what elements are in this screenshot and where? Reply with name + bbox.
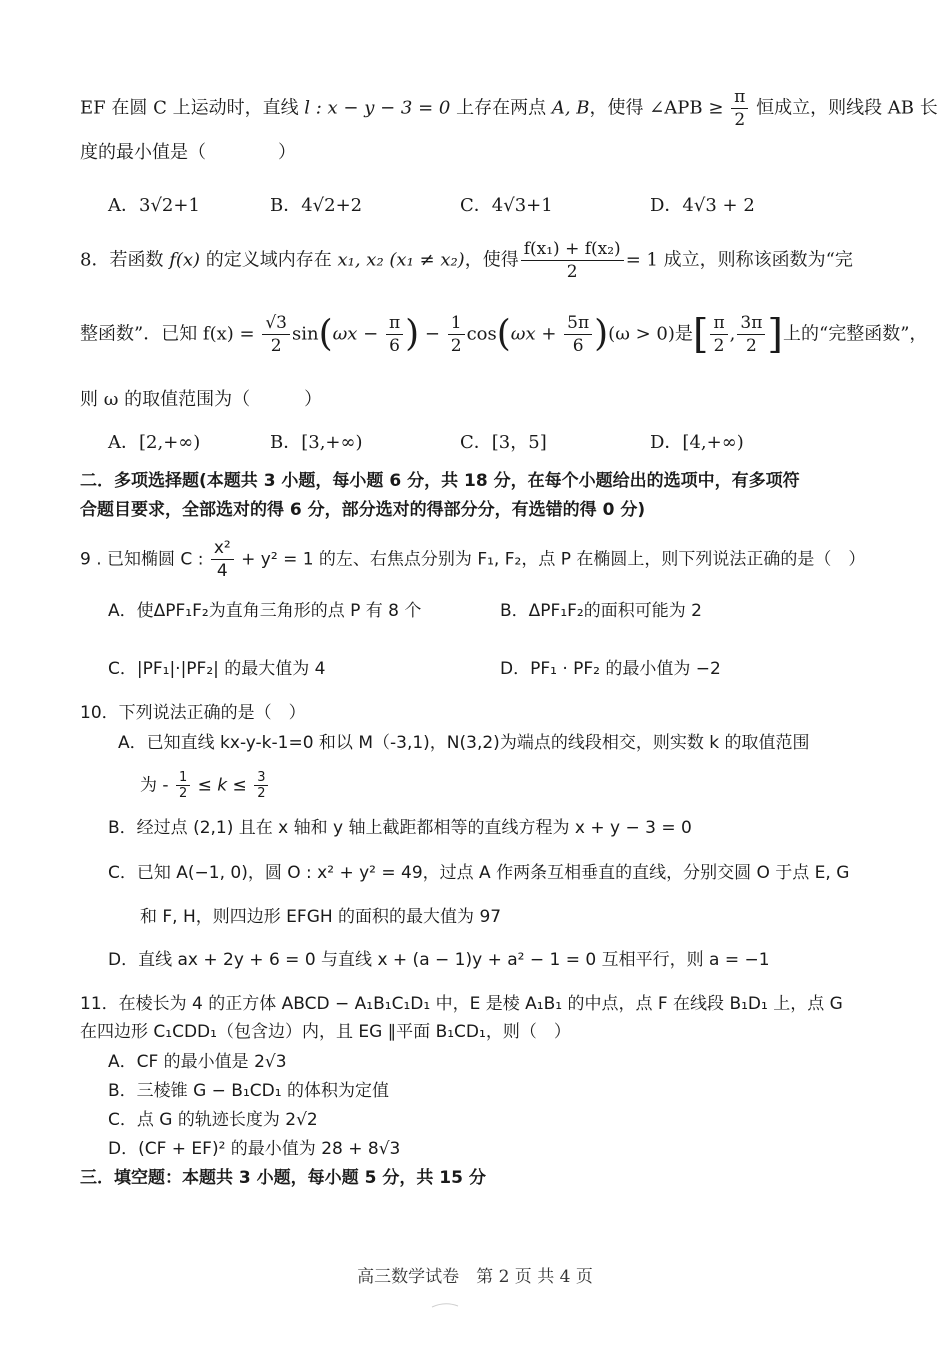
q8-fx: f(x) bbox=[169, 249, 201, 271]
q8-minus: − bbox=[419, 323, 446, 345]
q8-option-d: D．[4,+∞) bbox=[650, 432, 744, 453]
q8-text-d: = 1 成立，则称该函数为“完 bbox=[625, 249, 853, 271]
q8-f6-num: 3π bbox=[737, 312, 765, 335]
q8-f2-num: π bbox=[386, 312, 403, 335]
q10-a2-pre: 为 - bbox=[140, 775, 174, 796]
q8-sin: sin bbox=[291, 323, 319, 345]
q7-text-a: EF 在圆 C 上运动时，直线 bbox=[80, 97, 305, 119]
q8-text-b: 的定义域内存在 bbox=[200, 249, 338, 271]
q8-omega: (ω > 0)是 bbox=[608, 323, 693, 345]
q8-text-a: 8．若函数 bbox=[80, 249, 170, 271]
section2-heading-line2: 合题目要求，全部选对的得 6 分，部分选对的得部分分，有选错的得 0 分) bbox=[80, 500, 646, 520]
q9-text-b: + y² = 1 的左、右焦点分别为 F₁, F₂，点 P 在椭圆上，则下列说法正确的是（ ） bbox=[235, 549, 866, 570]
q11-option-d: D．(CF + EF)² 的最小值为 28 + 8√3 bbox=[108, 1139, 401, 1159]
q8-f3-num: 1 bbox=[448, 312, 465, 335]
q10-option-a-line2 bbox=[140, 770, 270, 801]
q8-f2-den: 6 bbox=[389, 336, 400, 356]
q8-option-c: C．[3，5] bbox=[460, 432, 547, 453]
q8-option-b: B．[3,+∞) bbox=[270, 432, 363, 453]
q10-title: 10．下列说法正确的是（ ） bbox=[80, 703, 306, 723]
q9-fraction bbox=[211, 537, 234, 582]
q9-stem bbox=[80, 537, 870, 582]
q8-f3-den: 2 bbox=[450, 336, 462, 356]
q8-frac-sqrt3 bbox=[262, 312, 290, 357]
q7-text-b: 上存在两点 bbox=[450, 97, 552, 119]
q10-option-b: B．经过点 (2,1) 且在 x 轴和 y 轴上截距都相等的直线方程为 x + y − 3 = 0 bbox=[108, 818, 692, 838]
q8-f5-num: π bbox=[710, 312, 727, 335]
q8-f1-den: 2 bbox=[270, 336, 282, 356]
q11-option-b: B．三棱锥 G − B₁CD₁ 的体积为定值 bbox=[108, 1081, 389, 1101]
section2-heading-line1: 二．多项选择题(本题共 3 小题，每小题 6 分，共 18 分，在每个小题给出的选项中，有多项符 bbox=[80, 471, 800, 491]
q8-line2: 整函数”．已知 f(x) = $\frac{√3}{2}$ sin(ωx − $\frac{\pi}{6}$ ) − $\frac{1}{2}$ cos(ωx + $\frac{5\pi}{6}$ )(ω > 0)是[ $\frac{\pi}{2}$ , $\frac{3\pi}{2}$ ]上的“完整函数”， bbox=[80, 311, 928, 358]
q10-a2-num2: 3 bbox=[254, 770, 268, 786]
q7-option-c: C．4√3+1 bbox=[460, 195, 553, 216]
q8-sin-arg: ωx − bbox=[332, 323, 384, 345]
q9-option-c: C．|PF₁|·|PF₂| 的最大值为 4 bbox=[108, 659, 326, 679]
q9-frac-den: 4 bbox=[216, 561, 228, 581]
q8-frac-pi6 bbox=[386, 312, 403, 357]
q8-frac-half bbox=[448, 312, 465, 357]
q9-option-a: A．使ΔPF₁F₂为直角三角形的点 P 有 8 个 bbox=[108, 601, 422, 621]
q7-points: A, B bbox=[551, 97, 590, 119]
q8-f5-den: 2 bbox=[713, 336, 725, 356]
q8-comma: , bbox=[729, 323, 736, 345]
q10-frac-half bbox=[176, 770, 190, 801]
q10-a2-den2: 2 bbox=[257, 786, 266, 801]
q8-option-a: A．[2,+∞) bbox=[108, 432, 201, 453]
q9-text-a: 9 . 已知椭圆 C : bbox=[80, 549, 209, 570]
q7-option-b: B．4√2+2 bbox=[270, 195, 363, 216]
q10-option-a-line1: A．已知直线 kx-y-k-1=0 和以 M（-3,1)，N(3,2)为端点的线段相交，则实数 k 的取值范围 bbox=[118, 733, 810, 753]
q11-stem-line1: 11．在棱长为 4 的正方体 ABCD − A₁B₁C₁D₁ 中，E 是棱 A₁B₁ 的中点，点 F 在线段 B₁D₁ 上，点 G bbox=[80, 994, 843, 1014]
q8-fraction bbox=[521, 238, 624, 283]
q8-frac-num: f(x₁) + f(x₂) bbox=[521, 238, 624, 261]
q10-a2-num1: 1 bbox=[176, 770, 190, 786]
q7-option-d: D．4√3 + 2 bbox=[650, 195, 755, 216]
q8-fx-def: 整函数”．已知 f(x) = bbox=[80, 323, 261, 345]
q8-cos-arg: ωx + bbox=[510, 323, 563, 345]
q8-frac-5pi6 bbox=[564, 312, 592, 357]
q10-a2-den1: 2 bbox=[178, 786, 188, 801]
q9-frac-num: x² bbox=[211, 537, 234, 560]
q7-text-c: ，使得 ∠APB ≥ bbox=[589, 97, 730, 119]
q11-option-a: A．CF 的最小值是 2√3 bbox=[108, 1052, 287, 1072]
page-footer: 高三数学试卷 第 2 页 共 4 页 bbox=[357, 1267, 593, 1287]
q10-frac-three-half bbox=[254, 770, 268, 801]
q10-a2-mid: ≤ k ≤ bbox=[192, 775, 253, 796]
q8-text-c: ，使得 bbox=[464, 249, 519, 271]
q7-frac-num: π bbox=[731, 86, 748, 109]
q7-line2: 度的最小值是（ ） bbox=[80, 142, 296, 163]
q7-line1 bbox=[80, 86, 938, 131]
q7-text-d: 恒成立，则线段 AB 长 bbox=[750, 97, 938, 119]
q10-option-d: D．直线 ax + 2y + 6 = 0 与直线 x + (a − 1)y + a² − 1 = 0 互相平行，则 a = −1 bbox=[108, 950, 770, 970]
section3-heading: 三．填空题：本题共 3 小题，每小题 5 分，共 15 分 bbox=[80, 1168, 486, 1188]
q10-option-c-line1: C．已知 A(−1, 0)，圆 O : x² + y² = 49，过点 A 作两条互相垂直的直线，分别交圆 O 于点 E, G bbox=[108, 863, 850, 883]
q8-f4-den: 6 bbox=[572, 336, 584, 356]
q8-f6-den: 2 bbox=[745, 336, 757, 356]
scan-mark-icon bbox=[430, 1300, 460, 1310]
q8-line3: 则 ω 的取值范围为（ ） bbox=[80, 389, 323, 410]
q7-option-a: A．3√2+1 bbox=[108, 195, 200, 216]
q10-option-c-line2: 和 F, H，则四边形 EFGH 的面积的最大值为 97 bbox=[140, 907, 502, 927]
q8-text-complete: 上的“完整函数”， bbox=[783, 323, 928, 345]
q8-line1 bbox=[80, 238, 870, 283]
q11-stem-line2: 在四边形 C₁CDD₁（包含边）内，且 EG ∥平面 B₁CD₁，则（ ） bbox=[80, 1022, 571, 1042]
q9-option-d: D．PF₁ · PF₂ 的最小值为 −2 bbox=[500, 659, 721, 679]
q8-frac-3pi2 bbox=[737, 312, 765, 357]
q7-line-equation: l : x − y − 3 = 0 bbox=[304, 97, 451, 119]
q8-x12: x₁, x₂ (x₁ ≠ x₂) bbox=[337, 249, 465, 271]
q8-cos: cos bbox=[466, 323, 497, 345]
q8-frac-pi2 bbox=[710, 312, 727, 357]
q8-f4-num: 5π bbox=[564, 312, 592, 335]
q11-option-c: C．点 G 的轨迹长度为 2√2 bbox=[108, 1110, 318, 1130]
q9-option-b: B．ΔPF₁F₂的面积可能为 2 bbox=[500, 601, 702, 621]
q7-fraction bbox=[731, 86, 748, 131]
q8-f1-num: √3 bbox=[262, 312, 290, 335]
q7-frac-den: 2 bbox=[734, 110, 746, 130]
q8-frac-den: 2 bbox=[566, 262, 578, 282]
